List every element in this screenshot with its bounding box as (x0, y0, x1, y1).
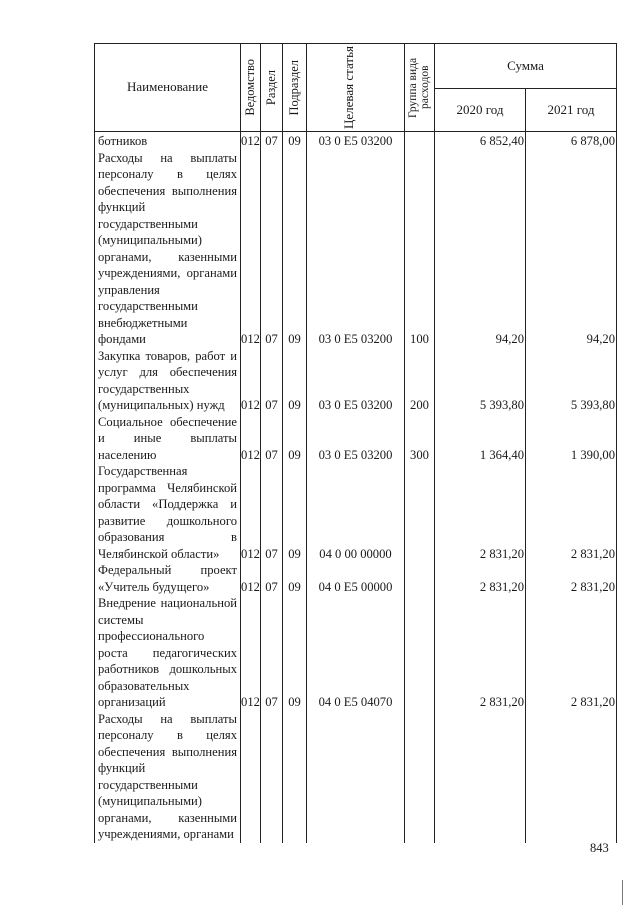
row-amount-2020-cell: 94,20 (435, 150, 526, 348)
budget-table (94, 43, 617, 843)
row-name-cell: ботников (95, 132, 241, 150)
table-row (95, 414, 617, 464)
row-podrazdel-cell: 09 (283, 595, 307, 711)
row-amount-2020-cell: 2 831,20 (435, 595, 526, 711)
row-podrazdel-cell: 09 (283, 562, 307, 595)
table-row (95, 711, 617, 843)
row-podrazdel-cell: 09 (283, 463, 307, 562)
header-celevaya-statya: Целевая статья (307, 44, 405, 132)
header-razdel: Раздел (261, 44, 283, 132)
row-gruppa-cell (405, 711, 435, 843)
table-row (95, 463, 617, 562)
row-podrazdel-cell: 09 (283, 348, 307, 414)
row-vedomstvo-cell: 012 (241, 132, 261, 150)
row-amount-2021-cell: 1 390,00 (526, 414, 617, 464)
table-row (95, 150, 617, 348)
row-celevaya-cell (307, 711, 405, 843)
table-body (95, 132, 617, 843)
row-amount-2021-cell: 5 393,80 (526, 348, 617, 414)
row-amount-2020-cell: 1 364,40 (435, 414, 526, 464)
table-row (95, 132, 617, 150)
row-gruppa-cell (405, 595, 435, 711)
header-podrazdel: Подраздел (283, 44, 307, 132)
row-amount-2020-cell (435, 711, 526, 843)
table-row (95, 562, 617, 595)
header-name: Наименование (95, 44, 241, 132)
row-razdel-cell: 07 (261, 150, 283, 348)
row-amount-2021-cell: 94,20 (526, 150, 617, 348)
row-vedomstvo-cell: 012 (241, 595, 261, 711)
row-razdel-cell: 07 (261, 463, 283, 562)
row-vedomstvo-cell: 012 (241, 463, 261, 562)
page-number: 843 (590, 841, 609, 855)
row-celevaya-cell: 03 0 E5 03200 (307, 132, 405, 150)
row-gruppa-cell (405, 562, 435, 595)
row-razdel-cell: 07 (261, 595, 283, 711)
row-gruppa-cell (405, 463, 435, 562)
row-razdel-cell: 07 (261, 132, 283, 150)
header-year-2020: 2020 год (435, 89, 526, 132)
row-podrazdel-cell (283, 711, 307, 843)
row-amount-2021-cell (526, 711, 617, 843)
row-podrazdel-cell: 09 (283, 132, 307, 150)
row-gruppa-cell: 200 (405, 348, 435, 414)
row-name-cell: Расходы на выплаты персоналу в целях обеспечения выполнения функций государственными (муниципальными) органами, казенными учреждениями, органами (95, 711, 241, 843)
row-name-cell: Расходы на выплаты персоналу в целях обеспечения выполнения функций государственными (муниципальными) органами, казенными учреждениями, органами управления государственными внебюджетными фондами (95, 150, 241, 348)
row-celevaya-cell: 04 0 00 00000 (307, 463, 405, 562)
row-name-cell: Федеральный проект «Учитель будущего» (95, 562, 241, 595)
row-podrazdel-cell: 09 (283, 150, 307, 348)
row-name-cell: Государственная программа Челябинской области «Поддержка и развитие дошкольного образования в Челябинской области» (95, 463, 241, 562)
header-year-2021: 2021 год (526, 89, 617, 132)
row-celevaya-cell: 04 0 E5 00000 (307, 562, 405, 595)
row-amount-2020-cell: 2 831,20 (435, 562, 526, 595)
row-amount-2021-cell: 2 831,20 (526, 463, 617, 562)
row-vedomstvo-cell: 012 (241, 348, 261, 414)
row-celevaya-cell: 04 0 E5 04070 (307, 595, 405, 711)
row-celevaya-cell: 03 0 E5 03200 (307, 348, 405, 414)
table-header (95, 44, 617, 132)
row-vedomstvo-cell: 012 (241, 150, 261, 348)
row-gruppa-cell: 300 (405, 414, 435, 464)
scan-edge-mark (622, 880, 623, 905)
row-razdel-cell: 07 (261, 414, 283, 464)
row-gruppa-cell: 100 (405, 150, 435, 348)
header-summa: Сумма (435, 44, 617, 89)
row-vedomstvo-cell: 012 (241, 414, 261, 464)
row-amount-2021-cell: 6 878,00 (526, 132, 617, 150)
row-name-cell: Закупка товаров, работ и услуг для обеспечения государственных (муниципальных) нужд (95, 348, 241, 414)
row-celevaya-cell: 03 0 E5 03200 (307, 150, 405, 348)
header-vedomstvo: Ведомство (241, 44, 261, 132)
row-amount-2020-cell: 2 831,20 (435, 463, 526, 562)
row-vedomstvo-cell (241, 711, 261, 843)
row-podrazdel-cell: 09 (283, 414, 307, 464)
table-row (95, 595, 617, 711)
header-gruppa-vida-rashodov: Группа вида расходов (405, 44, 435, 132)
row-amount-2021-cell: 2 831,20 (526, 562, 617, 595)
row-amount-2021-cell: 2 831,20 (526, 595, 617, 711)
row-name-cell: Социальное обеспечение и иные выплаты населению (95, 414, 241, 464)
row-gruppa-cell (405, 132, 435, 150)
row-celevaya-cell: 03 0 E5 03200 (307, 414, 405, 464)
row-vedomstvo-cell: 012 (241, 562, 261, 595)
row-razdel-cell: 07 (261, 348, 283, 414)
row-amount-2020-cell: 5 393,80 (435, 348, 526, 414)
row-razdel-cell: 07 (261, 562, 283, 595)
row-name-cell: Внедрение национальной системы профессионального роста педагогических работников дошкольных образовательных организаций (95, 595, 241, 711)
row-razdel-cell (261, 711, 283, 843)
row-amount-2020-cell: 6 852,40 (435, 132, 526, 150)
table-row (95, 348, 617, 414)
